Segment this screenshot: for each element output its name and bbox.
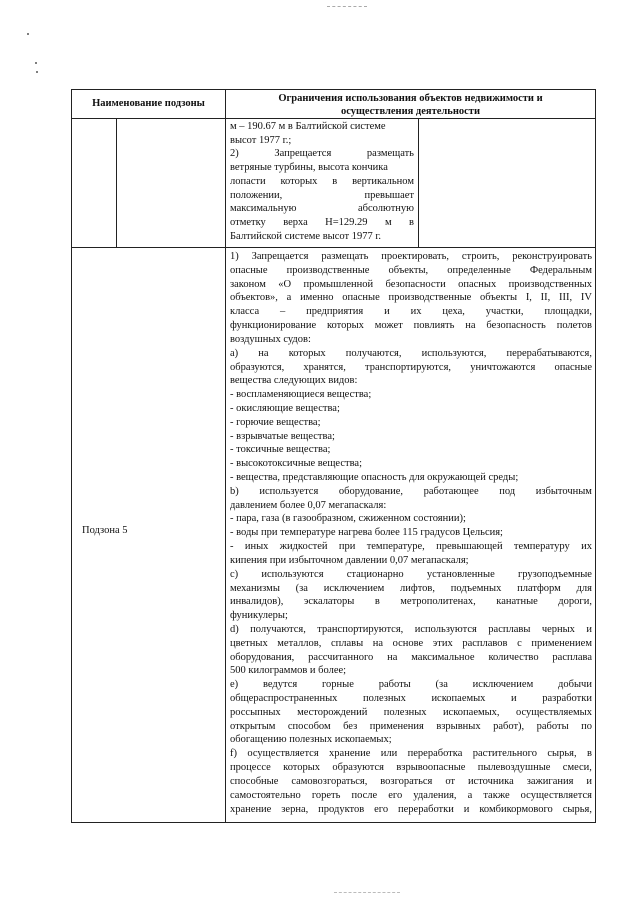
text-line: законом «О промышленной безопасности опасных производственных <box>230 278 592 290</box>
text-line: самостоятельно гореть после его удаления, а также осуществляется <box>230 789 592 801</box>
text-line: обогащению полезных ископаемых; <box>230 734 392 746</box>
text-line: лопасти которых в вертикальном <box>230 175 414 187</box>
scan-speck <box>27 33 29 35</box>
text-line: воздушных судов: <box>230 333 311 345</box>
text-line: - вещества, представляющие опасность для окружающей среды; <box>230 472 519 483</box>
table-border-left <box>71 89 72 823</box>
text-line: 2) Запрещается размещать <box>230 148 414 160</box>
text-line: давлением более 0,07 мегапаскаля: <box>230 499 387 511</box>
text-line: высот 1977 г.; <box>230 134 292 146</box>
text-line: объектов», а именно опасные производственные объекты I, II, III, IV <box>230 292 592 304</box>
text-line: d) получаются, транспортируются, используются расплавы черных и <box>230 623 592 635</box>
text-line: - высокотоксичные вещества; <box>230 458 362 470</box>
scan-speck <box>35 62 37 64</box>
text-line: образуются, хранятся, транспортируются, уничтожаются опасные <box>230 361 592 373</box>
text-line: - горючие вещества; <box>230 416 321 428</box>
text-line: 500 килограммов и более; <box>230 665 347 677</box>
text-line: кипения при избыточном давлении 0,07 мегапаскаля; <box>230 554 469 566</box>
table-border-top <box>71 89 596 90</box>
text-line: f) осуществляется хранение или переработка растительного сырья, в <box>230 748 592 760</box>
text-line: - пара, газа (в газообразном, сжиженном состоянии); <box>230 513 466 525</box>
text-line: вещества следующих видов: <box>230 375 358 387</box>
text-line: - взрывчатые вещества; <box>230 430 335 442</box>
table-border-bottom <box>71 822 596 823</box>
text-line: опасные производственные объекты, определенные Федеральным <box>230 264 592 276</box>
scan-artifact-bottom <box>334 892 400 894</box>
text-line: Балтийской системе высот 1977 г. <box>230 230 382 242</box>
text-line: фуникулеры; <box>230 610 288 622</box>
subcol-divider-left <box>116 118 117 248</box>
text-line: - окисляющие вещества; <box>230 402 340 414</box>
col-divider <box>225 89 226 823</box>
text-line: м – 190.67 м в Балтийской системе <box>230 121 386 132</box>
text-line: с) используются стационарно установленные грузоподъемные <box>230 568 592 580</box>
text-line: цветных металлов, сплавы на основе этих расплавов с применением <box>230 637 592 649</box>
text-line: - иных жидкостей при температуре, превышающей температуру их <box>230 541 592 553</box>
text-line: положении, превышает <box>230 189 414 201</box>
text-line: е) ведутся горные работы (за исключением добычи <box>230 679 592 691</box>
row1-restriction-text <box>230 120 414 243</box>
text-line: россыпных месторождений полезных ископаемых, осуществляемых <box>230 706 592 718</box>
subzone-label: Подзона 5 <box>82 525 128 536</box>
col1-header: Наименование подзоны <box>92 98 205 109</box>
header-divider <box>71 118 596 119</box>
text-line: открытым способом без применения взрывных работ), работы по <box>230 720 592 732</box>
scan-speck <box>36 71 38 73</box>
text-line: способные самовозгораться, возгораться от источника зажигания и <box>230 775 592 787</box>
text-line: а) на которых получаются, используются, перерабатываются, <box>230 347 592 359</box>
text-line: класса – предприятия и их цеха, участки, площадки, <box>230 306 592 318</box>
text-line: хранение зерна, продуктов его переработки и комбикормового сырья, <box>230 803 592 815</box>
text-line: функционирование которых может повлиять на безопасность полетов <box>230 320 592 332</box>
text-line: - воды при температуре нагрева более 115 градусов Цельсия; <box>230 527 503 539</box>
text-line: b) используется оборудование, работающее под избыточным <box>230 485 592 497</box>
text-line: максимальную абсолютную <box>230 203 414 215</box>
text-line: оборудования, рассчитанного на максимальное количество расплава <box>230 651 592 663</box>
row-divider <box>71 247 596 248</box>
table-border-right <box>595 89 596 823</box>
col2-header-line2: осуществления деятельности <box>340 106 481 117</box>
text-line: инвалидов), эскалаторы в метрополитенах, канатные дороги, <box>230 596 592 608</box>
text-line: общераспространенных полезных ископаемых и разработки <box>230 693 592 704</box>
text-line: механизмы (за исключением лифтов, подъемных платформ для <box>230 582 592 594</box>
subzone-5-restriction-text <box>230 250 592 816</box>
text-line: - воспламеняющиеся вещества; <box>230 389 372 401</box>
text-line: процессе которых образуются взрывоопасные пылевоздушные смеси, <box>230 762 592 774</box>
text-line: отметку верха Н=129.29 м в <box>230 216 414 228</box>
text-line: ветряные турбины, высота кончика <box>230 162 388 174</box>
text-line: - токсичные вещества; <box>230 444 331 456</box>
scan-artifact-top <box>327 6 367 8</box>
col2-header-line1: Ограничения использования объектов недвижимости и <box>278 93 543 104</box>
subcol-divider-right <box>418 118 419 248</box>
text-line: 1) Запрещается размещать проектировать, строить, реконструировать <box>230 251 592 262</box>
